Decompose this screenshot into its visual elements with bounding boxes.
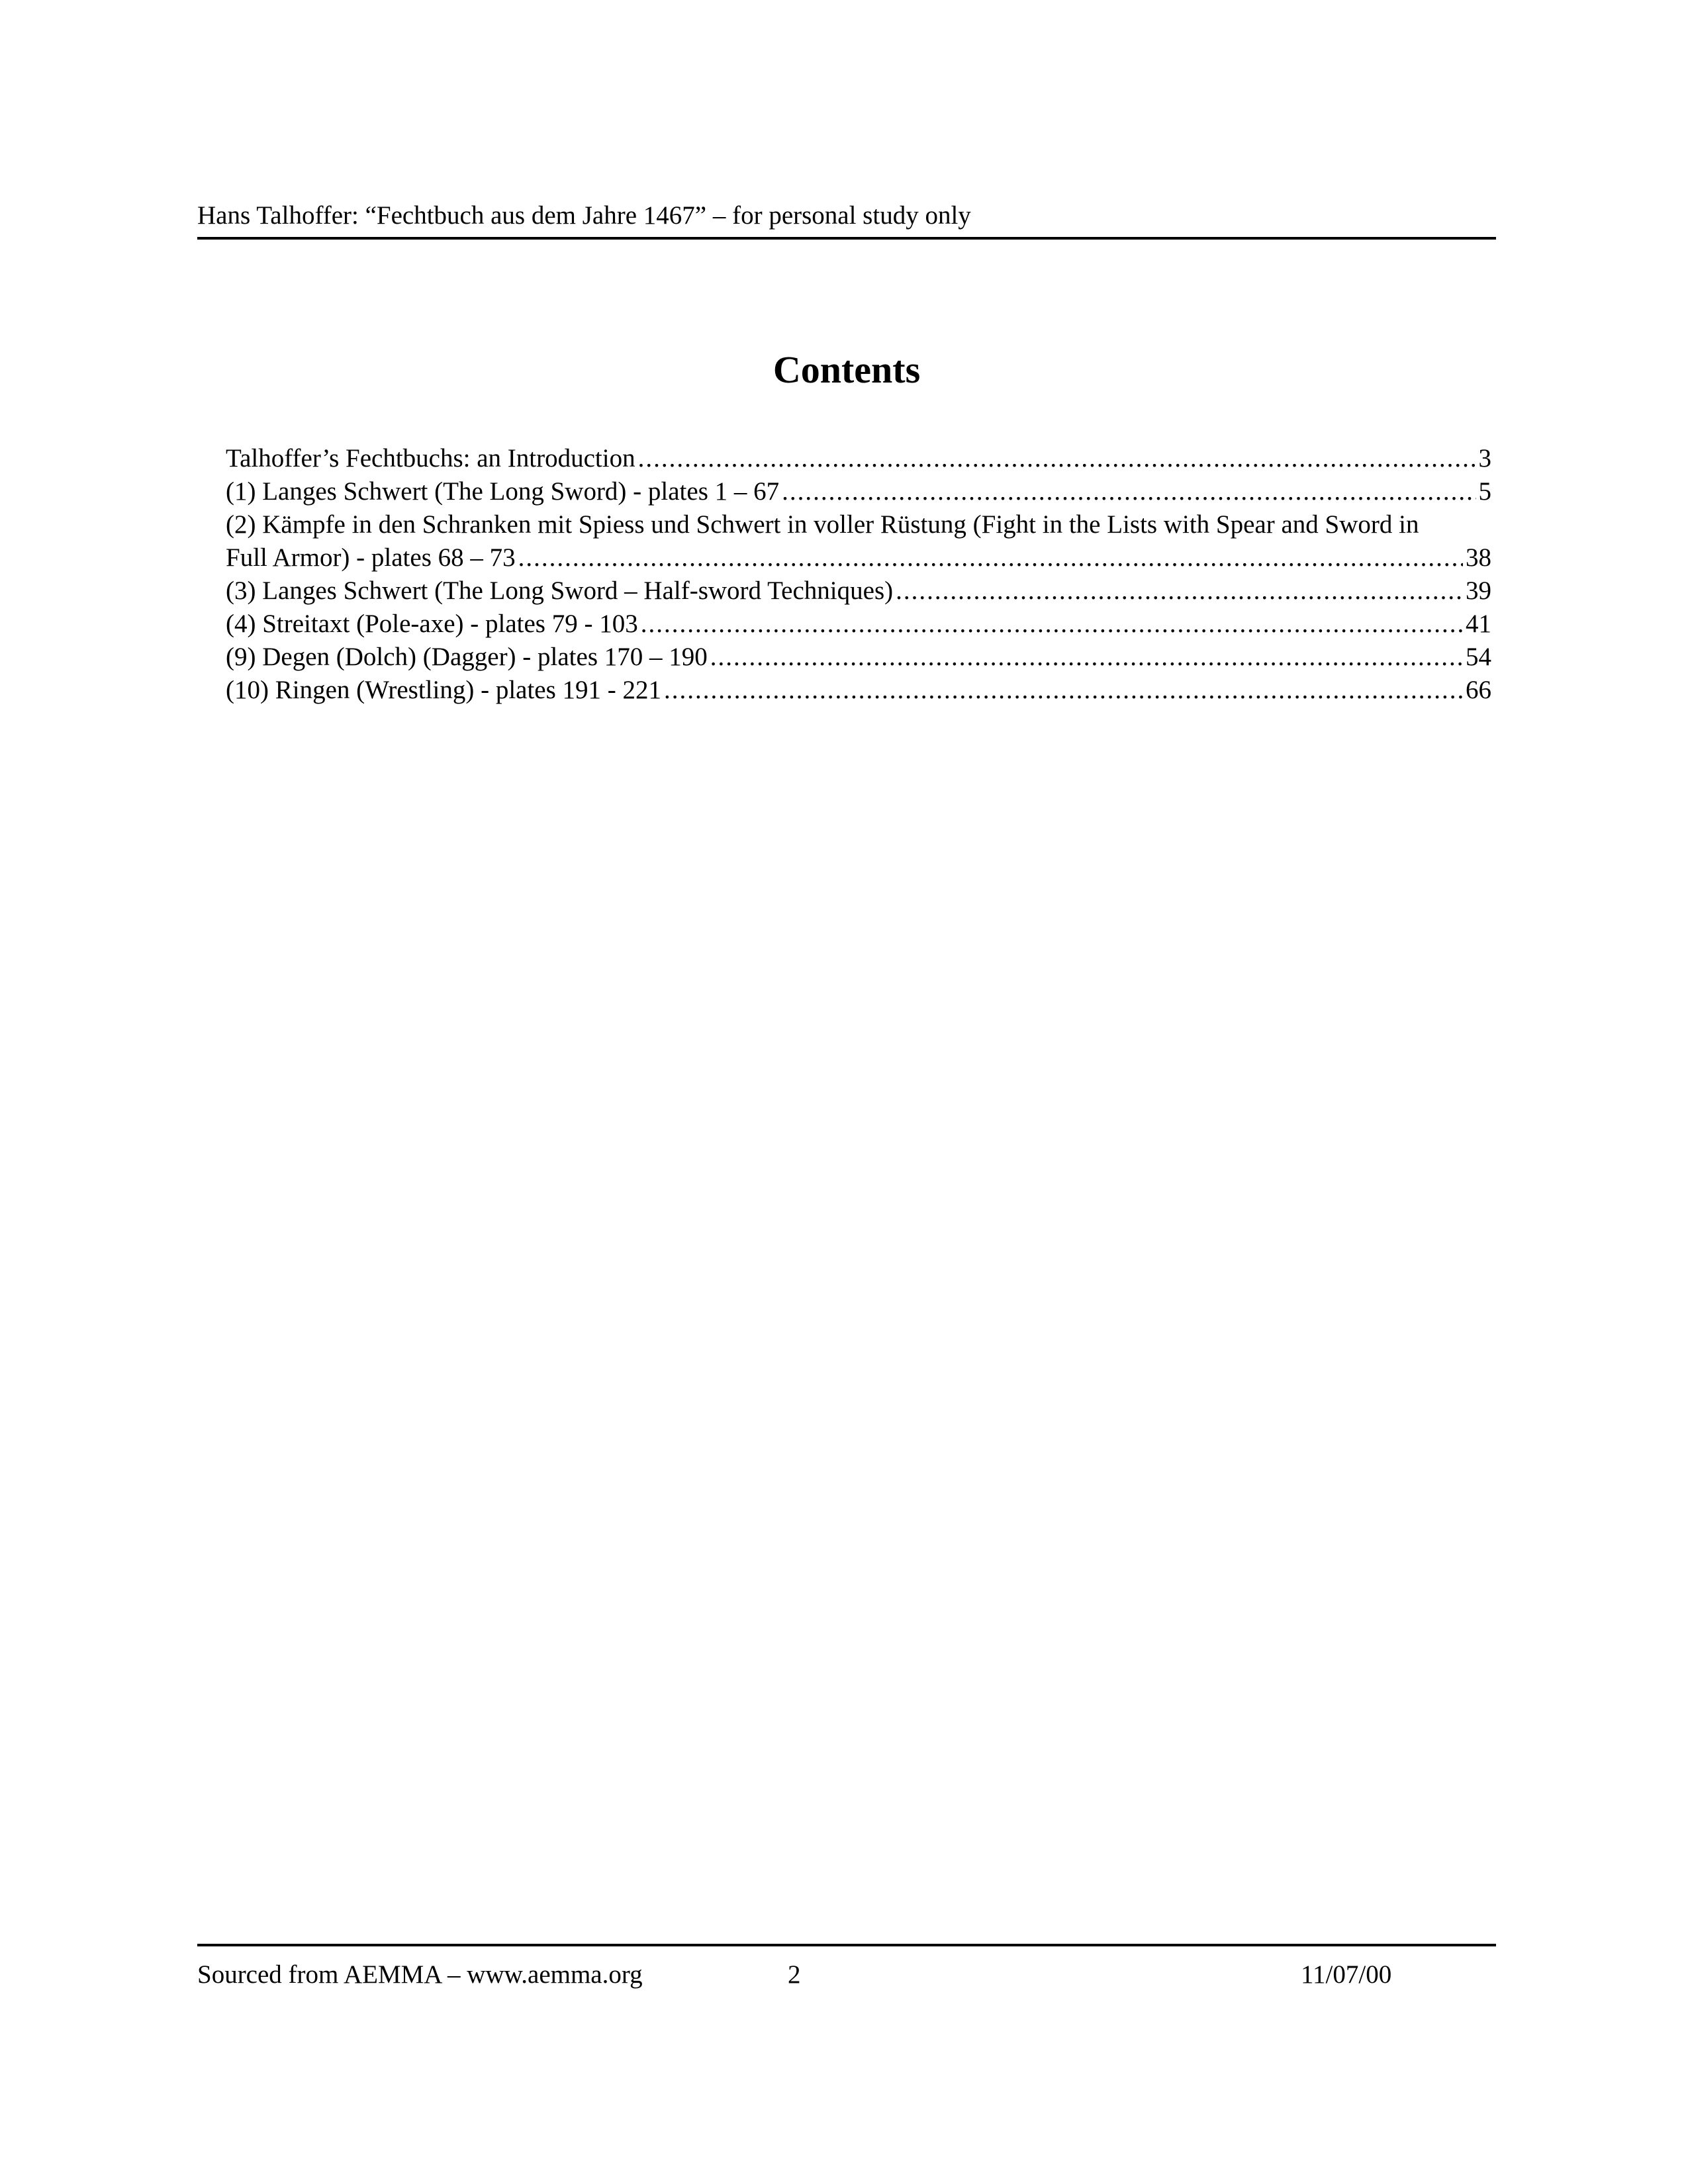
toc-entry-half-sword[interactable] bbox=[226, 574, 1491, 608]
toc-leader-dots bbox=[782, 475, 1476, 508]
toc-entry-text: Talhoffer’s Fechtbuchs: an Introduction bbox=[226, 444, 635, 473]
toc-entry-dagger[interactable] bbox=[226, 641, 1491, 674]
toc-page-number: 38 bbox=[1466, 543, 1491, 572]
toc-entry-text: (9) Degen (Dolch) (Dagger) - plates 170 – 190 bbox=[226, 643, 708, 671]
toc-entry-introduction[interactable] bbox=[226, 442, 1491, 475]
page-title: Contents bbox=[773, 348, 921, 391]
toc-page-number: 66 bbox=[1466, 676, 1491, 704]
table-of-contents bbox=[226, 442, 1491, 707]
toc-entry-text: (4) Streitaxt (Pole-axe) - plates 79 - 103 bbox=[226, 610, 638, 638]
toc-page-number: 3 bbox=[1478, 444, 1491, 473]
footer-rule bbox=[197, 1944, 1496, 1946]
toc-entry-text: (3) Langes Schwert (The Long Sword – Half-sword Techniques) bbox=[226, 576, 894, 605]
toc-entry-text-line1: (2) Kämpfe in den Schranken mit Spiess und Schwert in voller Rüstung (Fight in the Lists with Spear and Sword in bbox=[226, 510, 1419, 539]
toc-entry-long-sword[interactable] bbox=[226, 475, 1491, 508]
toc-page-number: 5 bbox=[1478, 477, 1491, 506]
footer-source: Sourced from AEMMA – www.aemma.org bbox=[197, 1960, 643, 1989]
toc-page-number: 41 bbox=[1466, 610, 1491, 638]
toc-entry-text: (1) Langes Schwert (The Long Sword) - plates 1 – 67 bbox=[226, 477, 780, 506]
toc-page-number: 54 bbox=[1466, 643, 1491, 671]
toc-entry-text: (10) Ringen (Wrestling) - plates 191 - 221 bbox=[226, 676, 662, 704]
toc-entry-wrestling[interactable] bbox=[226, 674, 1491, 707]
footer-date: 11/07/00 bbox=[1301, 1960, 1392, 1989]
toc-page-number: 39 bbox=[1466, 576, 1491, 605]
toc-entry-pole-axe[interactable] bbox=[226, 608, 1491, 641]
toc-entry-fight-in-lists[interactable] bbox=[226, 508, 1491, 574]
footer-page-number: 2 bbox=[788, 1960, 801, 1989]
toc-leader-dots bbox=[641, 608, 1463, 641]
toc-leader-dots bbox=[638, 442, 1476, 475]
toc-leader-dots bbox=[664, 674, 1463, 707]
toc-leader-dots bbox=[896, 574, 1463, 608]
toc-leader-dots bbox=[710, 641, 1463, 674]
running-header: Hans Talhoffer: “Fechtbuch aus dem Jahre 1467” – for personal study only bbox=[197, 201, 971, 230]
header-rule bbox=[197, 237, 1496, 240]
toc-leader-dots bbox=[518, 541, 1463, 574]
toc-entry-text: Full Armor) - plates 68 – 73 bbox=[226, 543, 516, 572]
